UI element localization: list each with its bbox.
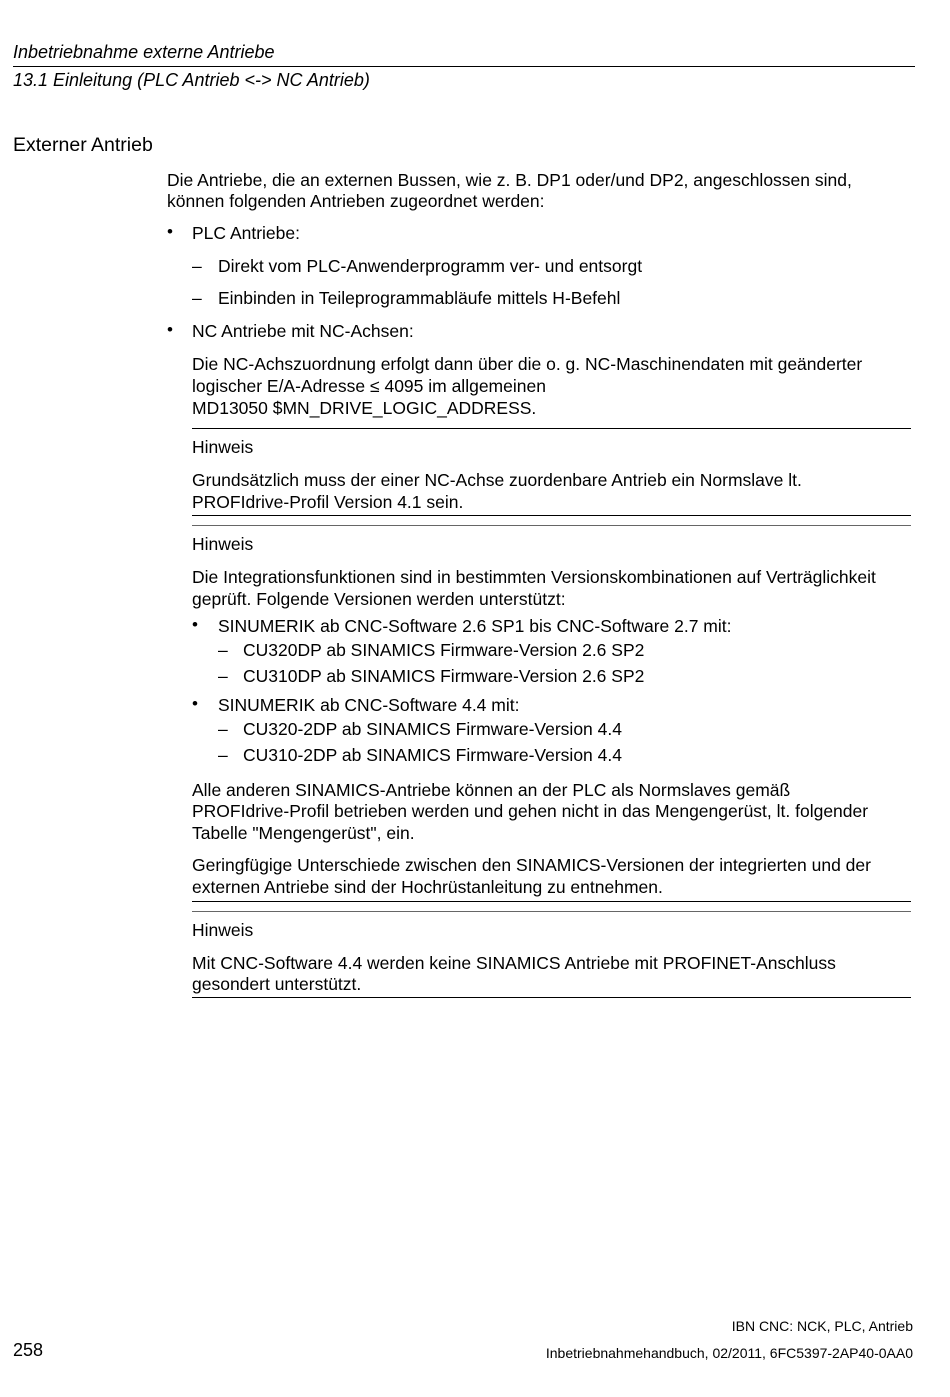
note1-line-2: PROFIdrive-Profil Version 4.1 sein. [192,492,464,512]
note2-line-1: Die Integrationsfunktionen sind in bestimmten Versionskombinationen auf Verträglichkeit [192,567,876,587]
intro-line-1: Die Antriebe, die an externen Bussen, wie z. B. DP1 oder/und DP2, angeschlossen sind, [167,170,852,190]
bullet-icon: • [167,222,173,241]
list-subitem-plc-2: Einbinden in Teileprogrammabläufe mittels H-Befehl [218,288,621,308]
page-number: 258 [13,1340,44,1360]
nc-desc-line-3: MD13050 $MN_DRIVE_LOGIC_ADDRESS. [192,398,537,418]
footer-product: IBN CNC: NCK, PLC, Antrieb [731,1318,913,1334]
note2-bullet-2-sub-2: CU310-2DP ab SINAMICS Firmware-Version 4.4 [243,745,622,765]
nc-desc-line-2: logischer E/A-Adresse ≤ 4095 im allgemeinen [192,376,546,396]
intro-line-2: können folgenden Antrieben zugeordnet werden: [167,191,545,211]
dash-icon: – [192,288,202,308]
note-title: Hinweis [192,437,254,457]
header-divider [13,66,915,67]
running-header-section: 13.1 Einleitung (PLC Antrieb <-> NC Antrieb) [13,70,370,90]
note-bottom-rule [192,997,911,998]
note-top-rule [192,911,911,912]
note-title: Hinweis [192,534,254,554]
note3-line-1: Mit CNC-Software 4.4 werden keine SINAMICS Antriebe mit PROFINET-Anschluss [192,953,836,973]
section-title: Externer Antrieb [13,134,153,156]
note2-para2-line-2: externen Antriebe sind der Hochrüstanleitung zu entnehmen. [192,877,663,897]
note2-para1-line-1: Alle anderen SINAMICS-Antriebe können an der PLC als Normslaves gemäß [192,780,791,800]
note-bottom-rule [192,901,911,902]
list-item-plc: PLC Antriebe: [192,223,300,243]
bullet-icon: • [167,320,173,339]
note2-bullet-2-sub-1: CU320-2DP ab SINAMICS Firmware-Version 4.4 [243,719,622,739]
dash-icon: – [218,666,228,686]
note1-line-1: Grundsätzlich muss der einer NC-Achse zuordenbare Antrieb ein Normslave lt. [192,470,802,490]
note2-bullet-1-sub-2: CU310DP ab SINAMICS Firmware-Version 2.6 SP2 [243,666,645,686]
bullet-icon: • [192,694,198,713]
note2-para2-line-1: Geringfügige Unterschiede zwischen den SINAMICS-Versionen der integrierten und der [192,855,871,875]
dash-icon: – [218,640,228,660]
list-item-nc: NC Antriebe mit NC-Achsen: [192,321,414,341]
note2-bullet-1-sub-1: CU320DP ab SINAMICS Firmware-Version 2.6 SP2 [243,640,645,660]
note2-para1-line-3: Tabelle "Mengengerüst", ein. [192,823,415,843]
dash-icon: – [218,719,228,739]
note2-para1-line-2: PROFIdrive-Profil betrieben werden und gehen nicht in das Mengengerüst, lt. folgender [192,801,869,821]
note2-bullet-2: SINUMERIK ab CNC-Software 4.4 mit: [218,695,520,715]
note2-bullet-1: SINUMERIK ab CNC-Software 2.6 SP1 bis CNC-Software 2.7 mit: [218,616,732,636]
nc-desc-line-1: Die NC-Achszuordnung erfolgt dann über die o. g. NC-Maschinendaten mit geänderter [192,354,863,374]
bullet-icon: • [192,615,198,634]
note-top-rule [192,428,911,429]
note2-line-2: geprüft. Folgende Versionen werden unterstützt: [192,589,566,609]
note-title: Hinweis [192,920,254,940]
footer-document-id: Inbetriebnahmehandbuch, 02/2011, 6FC5397-2AP40-0AA0 [545,1345,913,1361]
note-top-rule [192,525,911,526]
running-header-chapter: Inbetriebnahme externe Antriebe [13,42,275,62]
note-bottom-rule [192,515,911,516]
dash-icon: – [192,256,202,276]
list-subitem-plc-1: Direkt vom PLC-Anwenderprogramm ver- und entsorgt [218,256,643,276]
dash-icon: – [218,745,228,765]
note3-line-2: gesondert unterstützt. [192,974,362,994]
